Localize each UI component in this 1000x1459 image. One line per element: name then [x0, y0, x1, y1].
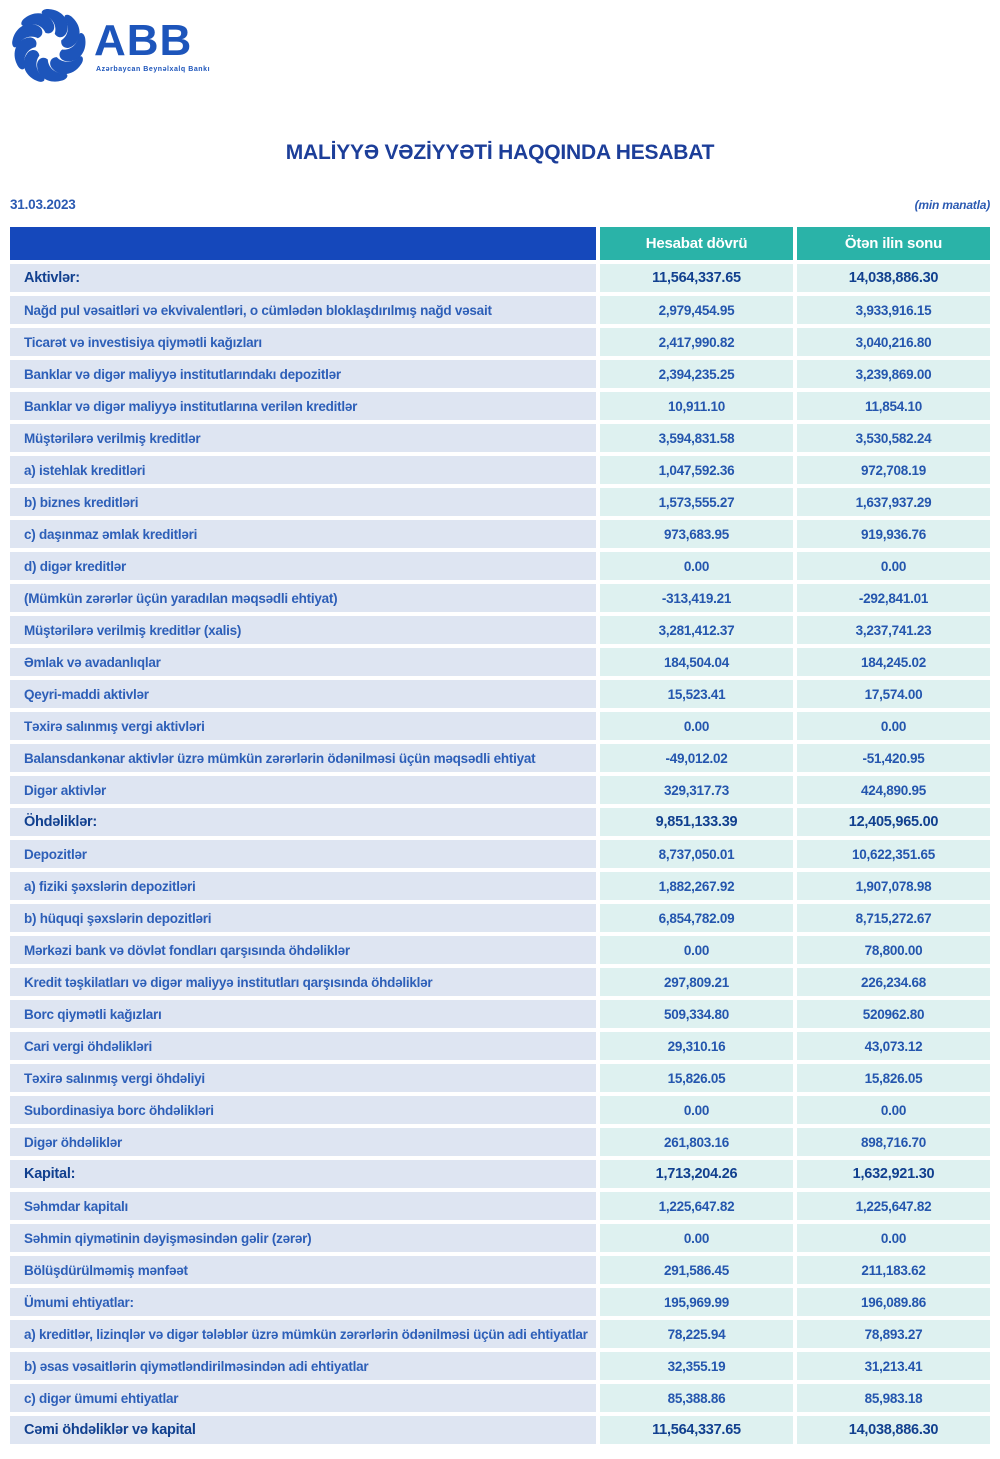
row-previous-value: 31,213.41 — [797, 1352, 990, 1380]
row-current-value: 0.00 — [600, 1224, 793, 1252]
row-current-value: 11,564,337.65 — [600, 264, 793, 292]
row-current-value: 32,355.19 — [600, 1352, 793, 1380]
row-label: Qeyri-maddi aktivlər — [10, 680, 596, 708]
row-previous-value: 0.00 — [797, 1096, 990, 1124]
financial-table — [10, 227, 990, 1448]
table-row — [10, 584, 990, 612]
row-current-value: 291,586.45 — [600, 1256, 793, 1284]
row-label: Banklar və digər maliyyə institutlarındakı depozitlər — [10, 360, 596, 388]
row-previous-value: 226,234.68 — [797, 968, 990, 996]
row-label: Səhmin qiymətinin dəyişməsindən gəlir (zərər) — [10, 1224, 596, 1252]
row-previous-value: 11,854.10 — [797, 392, 990, 420]
table-row — [10, 904, 990, 932]
table-row — [10, 1064, 990, 1092]
row-current-value: 2,979,454.95 — [600, 296, 793, 324]
column-header-previous-year: Ötən ilin sonu — [797, 227, 990, 260]
report-date: 31.03.2023 — [10, 197, 76, 212]
row-label: (Mümkün zərərlər üçün yaradılan məqsədli ehtiyat) — [10, 584, 596, 612]
row-label: a) kreditlər, lizinqlər və digər tələblər üzrə mümkün zərərlərin ödənilməsi üçün adi ehtiyatlar — [10, 1320, 596, 1348]
row-label: Depozitlər — [10, 840, 596, 868]
row-previous-value: 10,622,351.65 — [797, 840, 990, 868]
row-label: Ticarət və investisiya qiymətli kağızları — [10, 328, 596, 356]
page-title: MALİYYƏ VƏZİYYƏTİ HAQQINDA HESABAT — [285, 141, 715, 164]
row-current-value: 8,737,050.01 — [600, 840, 793, 868]
row-label: Təxirə salınmış vergi öhdəliyi — [10, 1064, 596, 1092]
table-row — [10, 424, 990, 452]
row-label: Bölüşdürülməmiş mənfəət — [10, 1256, 596, 1284]
row-current-value: 0.00 — [600, 552, 793, 580]
row-previous-value: 85,983.18 — [797, 1384, 990, 1412]
row-current-value: 85,388.86 — [600, 1384, 793, 1412]
row-current-value: 6,854,782.09 — [600, 904, 793, 932]
row-current-value: 11,564,337.65 — [600, 1416, 793, 1444]
row-label: Ümumi ehtiyatlar: — [10, 1288, 596, 1316]
row-label: b) əsas vəsaitlərin qiymətləndirilməsindən adi ehtiyatlar — [10, 1352, 596, 1380]
table-row — [10, 1416, 990, 1444]
bank-logo — [8, 5, 210, 87]
row-label: Balansdankənar aktivlər üzrə mümkün zərərlərin ödənilməsi üçün məqsədli ehtiyat — [10, 744, 596, 772]
table-row — [10, 712, 990, 740]
row-label: Kredit təşkilatları və digər maliyyə institutları qarşısında öhdəliklər — [10, 968, 596, 996]
brand-text — [94, 16, 211, 73]
meta-row — [10, 197, 990, 212]
row-current-value: 2,394,235.25 — [600, 360, 793, 388]
row-previous-value: 12,405,965.00 — [797, 808, 990, 836]
row-previous-value: 919,936.76 — [797, 520, 990, 548]
table-row — [10, 776, 990, 804]
table-row — [10, 1000, 990, 1028]
abb-swirl-icon — [8, 5, 90, 87]
row-current-value: 261,803.16 — [600, 1128, 793, 1156]
brand-name: ABB — [94, 16, 193, 65]
row-label: d) digər kreditlər — [10, 552, 596, 580]
row-previous-value: -51,420.95 — [797, 744, 990, 772]
column-header-empty — [10, 227, 596, 260]
row-label: a) fiziki şəxslərin depozitləri — [10, 872, 596, 900]
row-current-value: 10,911.10 — [600, 392, 793, 420]
table-row — [10, 392, 990, 420]
table-row — [10, 552, 990, 580]
table-row — [10, 1032, 990, 1060]
row-current-value: 29,310.16 — [600, 1032, 793, 1060]
row-previous-value: -292,841.01 — [797, 584, 990, 612]
table-row — [10, 872, 990, 900]
table-row — [10, 1288, 990, 1316]
row-previous-value: 0.00 — [797, 552, 990, 580]
row-previous-value: 972,708.19 — [797, 456, 990, 484]
table-header-row — [10, 227, 990, 260]
row-current-value: -49,012.02 — [600, 744, 793, 772]
table-row — [10, 360, 990, 388]
row-previous-value: 0.00 — [797, 712, 990, 740]
row-label: Kapital: — [10, 1160, 596, 1188]
row-current-value: 3,281,412.37 — [600, 616, 793, 644]
table-row — [10, 520, 990, 548]
unit-note: (min manatla) — [914, 198, 990, 212]
row-label: b) hüquqi şəxslərin depozitləri — [10, 904, 596, 932]
brand-tagline: Azərbaycan Beynəlxalq Bankı — [96, 66, 211, 73]
table-row — [10, 328, 990, 356]
row-label: Müştərilərə verilmiş kreditlər — [10, 424, 596, 452]
row-previous-value: 0.00 — [797, 1224, 990, 1252]
row-label: Müştərilərə verilmiş kreditlər (xalis) — [10, 616, 596, 644]
row-label: Nağd pul vəsaitləri və ekvivalentləri, o cümlədən bloklaşdırılmış nağd vəsait — [10, 296, 596, 324]
row-previous-value: 1,632,921.30 — [797, 1160, 990, 1188]
row-current-value: 509,334.80 — [600, 1000, 793, 1028]
row-previous-value: 3,239,869.00 — [797, 360, 990, 388]
table-row — [10, 1096, 990, 1124]
row-label: Digər aktivlər — [10, 776, 596, 804]
table-row — [10, 968, 990, 996]
row-previous-value: 184,245.02 — [797, 648, 990, 676]
row-current-value: 1,713,204.26 — [600, 1160, 793, 1188]
row-current-value: 0.00 — [600, 936, 793, 964]
row-previous-value: 1,907,078.98 — [797, 872, 990, 900]
row-current-value: 0.00 — [600, 712, 793, 740]
row-previous-value: 78,893.27 — [797, 1320, 990, 1348]
row-current-value: 1,047,592.36 — [600, 456, 793, 484]
row-previous-value: 1,637,937.29 — [797, 488, 990, 516]
row-current-value: 184,504.04 — [600, 648, 793, 676]
row-label: Cari vergi öhdəlikləri — [10, 1032, 596, 1060]
row-previous-value: 520962.80 — [797, 1000, 990, 1028]
table-row — [10, 296, 990, 324]
table-row — [10, 616, 990, 644]
row-label: c) digər ümumi ehtiyatlar — [10, 1384, 596, 1412]
row-previous-value: 424,890.95 — [797, 776, 990, 804]
row-current-value: 9,851,133.39 — [600, 808, 793, 836]
table-body — [10, 264, 990, 1444]
row-previous-value: 14,038,886.30 — [797, 264, 990, 292]
table-row — [10, 1320, 990, 1348]
row-current-value: 195,969.99 — [600, 1288, 793, 1316]
row-current-value: 1,882,267.92 — [600, 872, 793, 900]
row-previous-value: 17,574.00 — [797, 680, 990, 708]
row-label: a) istehlak kreditləri — [10, 456, 596, 484]
row-label: Borc qiymətli kağızları — [10, 1000, 596, 1028]
row-previous-value: 211,183.62 — [797, 1256, 990, 1284]
table-row — [10, 1256, 990, 1284]
row-label: Subordinasiya borc öhdəlikləri — [10, 1096, 596, 1124]
row-previous-value: 3,530,582.24 — [797, 424, 990, 452]
row-current-value: 2,417,990.82 — [600, 328, 793, 356]
row-previous-value: 3,040,216.80 — [797, 328, 990, 356]
table-row — [10, 840, 990, 868]
row-label: Cəmi öhdəliklər və kapital — [10, 1416, 596, 1444]
row-current-value: 15,826.05 — [600, 1064, 793, 1092]
row-previous-value: 898,716.70 — [797, 1128, 990, 1156]
table-row — [10, 744, 990, 772]
row-previous-value: 3,933,916.15 — [797, 296, 990, 324]
table-row — [10, 1128, 990, 1156]
table-row — [10, 488, 990, 516]
row-current-value: 3,594,831.58 — [600, 424, 793, 452]
row-label: Təxirə salınmış vergi aktivləri — [10, 712, 596, 740]
row-previous-value: 15,826.05 — [797, 1064, 990, 1092]
row-previous-value: 78,800.00 — [797, 936, 990, 964]
row-current-value: 15,523.41 — [600, 680, 793, 708]
row-current-value: 1,225,647.82 — [600, 1192, 793, 1220]
table-row — [10, 648, 990, 676]
column-header-current-period: Hesabat dövrü — [600, 227, 793, 260]
row-current-value: 78,225.94 — [600, 1320, 793, 1348]
row-current-value: 329,317.73 — [600, 776, 793, 804]
row-current-value: 1,573,555.27 — [600, 488, 793, 516]
table-row — [10, 808, 990, 836]
row-previous-value: 14,038,886.30 — [797, 1416, 990, 1444]
row-previous-value: 1,225,647.82 — [797, 1192, 990, 1220]
row-current-value: -313,419.21 — [600, 584, 793, 612]
row-label: c) daşınmaz əmlak kreditləri — [10, 520, 596, 548]
row-previous-value: 3,237,741.23 — [797, 616, 990, 644]
row-current-value: 0.00 — [600, 1096, 793, 1124]
row-label: Aktivlər: — [10, 264, 596, 292]
table-row — [10, 1192, 990, 1220]
row-previous-value: 8,715,272.67 — [797, 904, 990, 932]
table-row — [10, 1384, 990, 1412]
table-row — [10, 680, 990, 708]
table-row — [10, 1160, 990, 1188]
row-previous-value: 43,073.12 — [797, 1032, 990, 1060]
table-row — [10, 1352, 990, 1380]
table-row — [10, 936, 990, 964]
row-current-value: 297,809.21 — [600, 968, 793, 996]
row-label: Digər öhdəliklər — [10, 1128, 596, 1156]
row-previous-value: 196,089.86 — [797, 1288, 990, 1316]
row-label: Səhmdar kapitalı — [10, 1192, 596, 1220]
row-label: Banklar və digər maliyyə institutlarına verilən kreditlər — [10, 392, 596, 420]
row-label: Mərkəzi bank və dövlət fondları qarşısında öhdəliklər — [10, 936, 596, 964]
table-row — [10, 264, 990, 292]
table-row — [10, 1224, 990, 1252]
table-row — [10, 456, 990, 484]
row-label: Öhdəliklər: — [10, 808, 596, 836]
row-label: Əmlak və avadanlıqlar — [10, 648, 596, 676]
row-label: b) biznes kreditləri — [10, 488, 596, 516]
row-current-value: 973,683.95 — [600, 520, 793, 548]
